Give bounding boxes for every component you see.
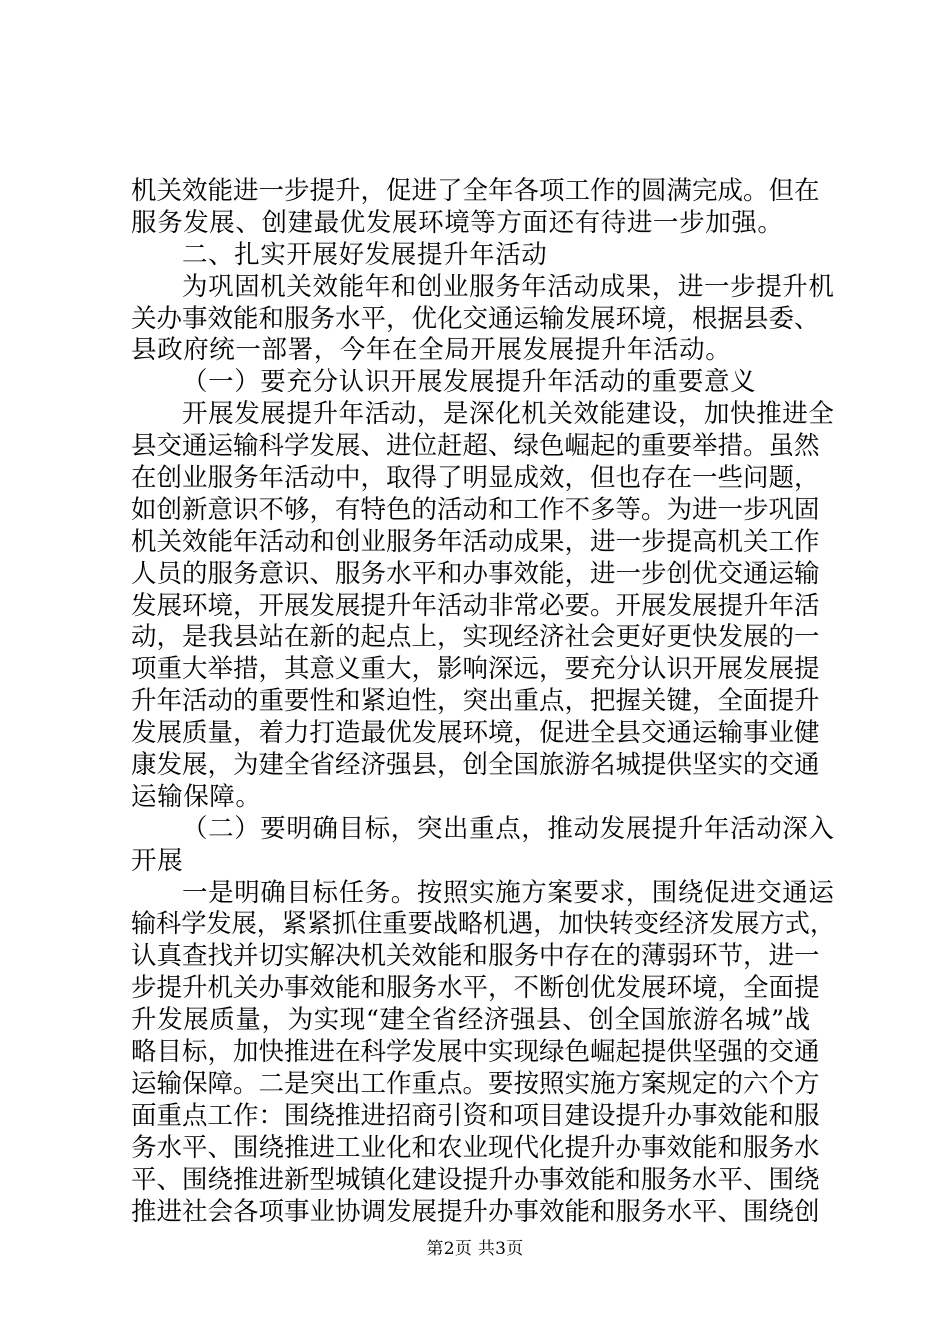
text-line: 二、扎实开展好发展提升年活动 — [182, 239, 548, 270]
text-line: 动，是我县站在新的起点上，实现经济社会更好更快发展的一 — [131, 622, 820, 653]
text-line: 步提升机关办事效能和服务水平，不断创优发展环境，全面提 — [131, 973, 820, 1004]
text-line: 升发展质量，为实现“建全省经济强县、创全国旅游名城”战 — [131, 1005, 811, 1036]
text-line: 运输保障。二是突出工作重点。要按照实施方案规定的六个方 — [131, 1068, 820, 1099]
text-line: 推进社会各项事业协调发展提升办事效能和服务水平、围绕创 — [131, 1196, 820, 1227]
document-body — [131, 176, 835, 1228]
page-footer: 第2页 共3页 — [426, 1239, 524, 1259]
text-line: 服务发展、创建最优发展环境等方面还有待进一步加强。 — [131, 207, 784, 238]
text-line: 开展 — [131, 845, 184, 876]
text-line: 机关效能进一步提升，促进了全年各项工作的圆满完成。但在 — [131, 176, 820, 206]
text-line: 县交通运输科学发展、进位赶超、绿色崛起的重要举措。虽然 — [131, 431, 820, 462]
text-line: 机关效能年活动和创业服务年活动成果，进一步提高机关工作 — [131, 526, 820, 557]
text-line: 开展发展提升年活动，是深化机关效能建设，加快推进全 — [182, 399, 835, 430]
text-line: 关办事效能和服务水平，优化交通运输发展环境，根据县委、 — [131, 303, 820, 334]
text-line: 输科学发展，紧紧抓住重要战略机遇，加快转变经济发展方式， — [131, 909, 835, 940]
text-line: 务水平、围绕推进工业化和农业现代化提升办事效能和服务水 — [131, 1132, 820, 1163]
text-line: 发展环境，开展发展提升年活动非常必要。开展发展提升年活 — [131, 590, 820, 621]
text-line: 升年活动的重要性和紧迫性，突出重点，把握关键，全面提升 — [131, 686, 820, 717]
text-line: 康发展，为建全省经济强县，创全国旅游名城提供坚实的交通 — [131, 750, 820, 781]
text-line: 发展质量，着力打造最优发展环境，促进全县交通运输事业健 — [131, 718, 820, 749]
text-line: 平、围绕推进新型城镇化建设提升办事效能和服务水平、围绕 — [131, 1164, 820, 1195]
text-line: 一是明确目标任务。按照实施方案要求，围绕促进交通运 — [182, 877, 835, 908]
text-line: 为巩固机关效能年和创业服务年活动成果，进一步提升机 — [182, 271, 835, 302]
text-line: 略目标，加快推进在科学发展中实现绿色崛起提供坚强的交通 — [131, 1037, 820, 1068]
text-line: （二）要明确目标，突出重点，推动发展提升年活动深入 — [182, 813, 835, 844]
text-line: 项重大举措，其意义重大，影响深远，要充分认识开展发展提 — [131, 654, 820, 685]
text-line: 运输保障。 — [131, 781, 262, 812]
text-line: 在创业服务年活动中，取得了明显成效，但也存在一些问题， — [131, 463, 820, 494]
text-line: （一）要充分认识开展发展提升年活动的重要意义 — [182, 367, 757, 398]
text-line: 如创新意识不够，有特色的活动和工作不多等。为进一步巩固 — [131, 494, 820, 525]
text-line: 县政府统一部署，今年在全局开展发展提升年活动。 — [131, 335, 732, 366]
text-line: 人员的服务意识、服务水平和办事效能，进一步创优交通运输 — [131, 558, 820, 589]
text-line: 认真查找并切实解决机关效能和服务中存在的薄弱环节，进一 — [131, 941, 820, 972]
text-line: 面重点工作：围绕推进招商引资和项目建设提升办事效能和服 — [131, 1100, 820, 1131]
